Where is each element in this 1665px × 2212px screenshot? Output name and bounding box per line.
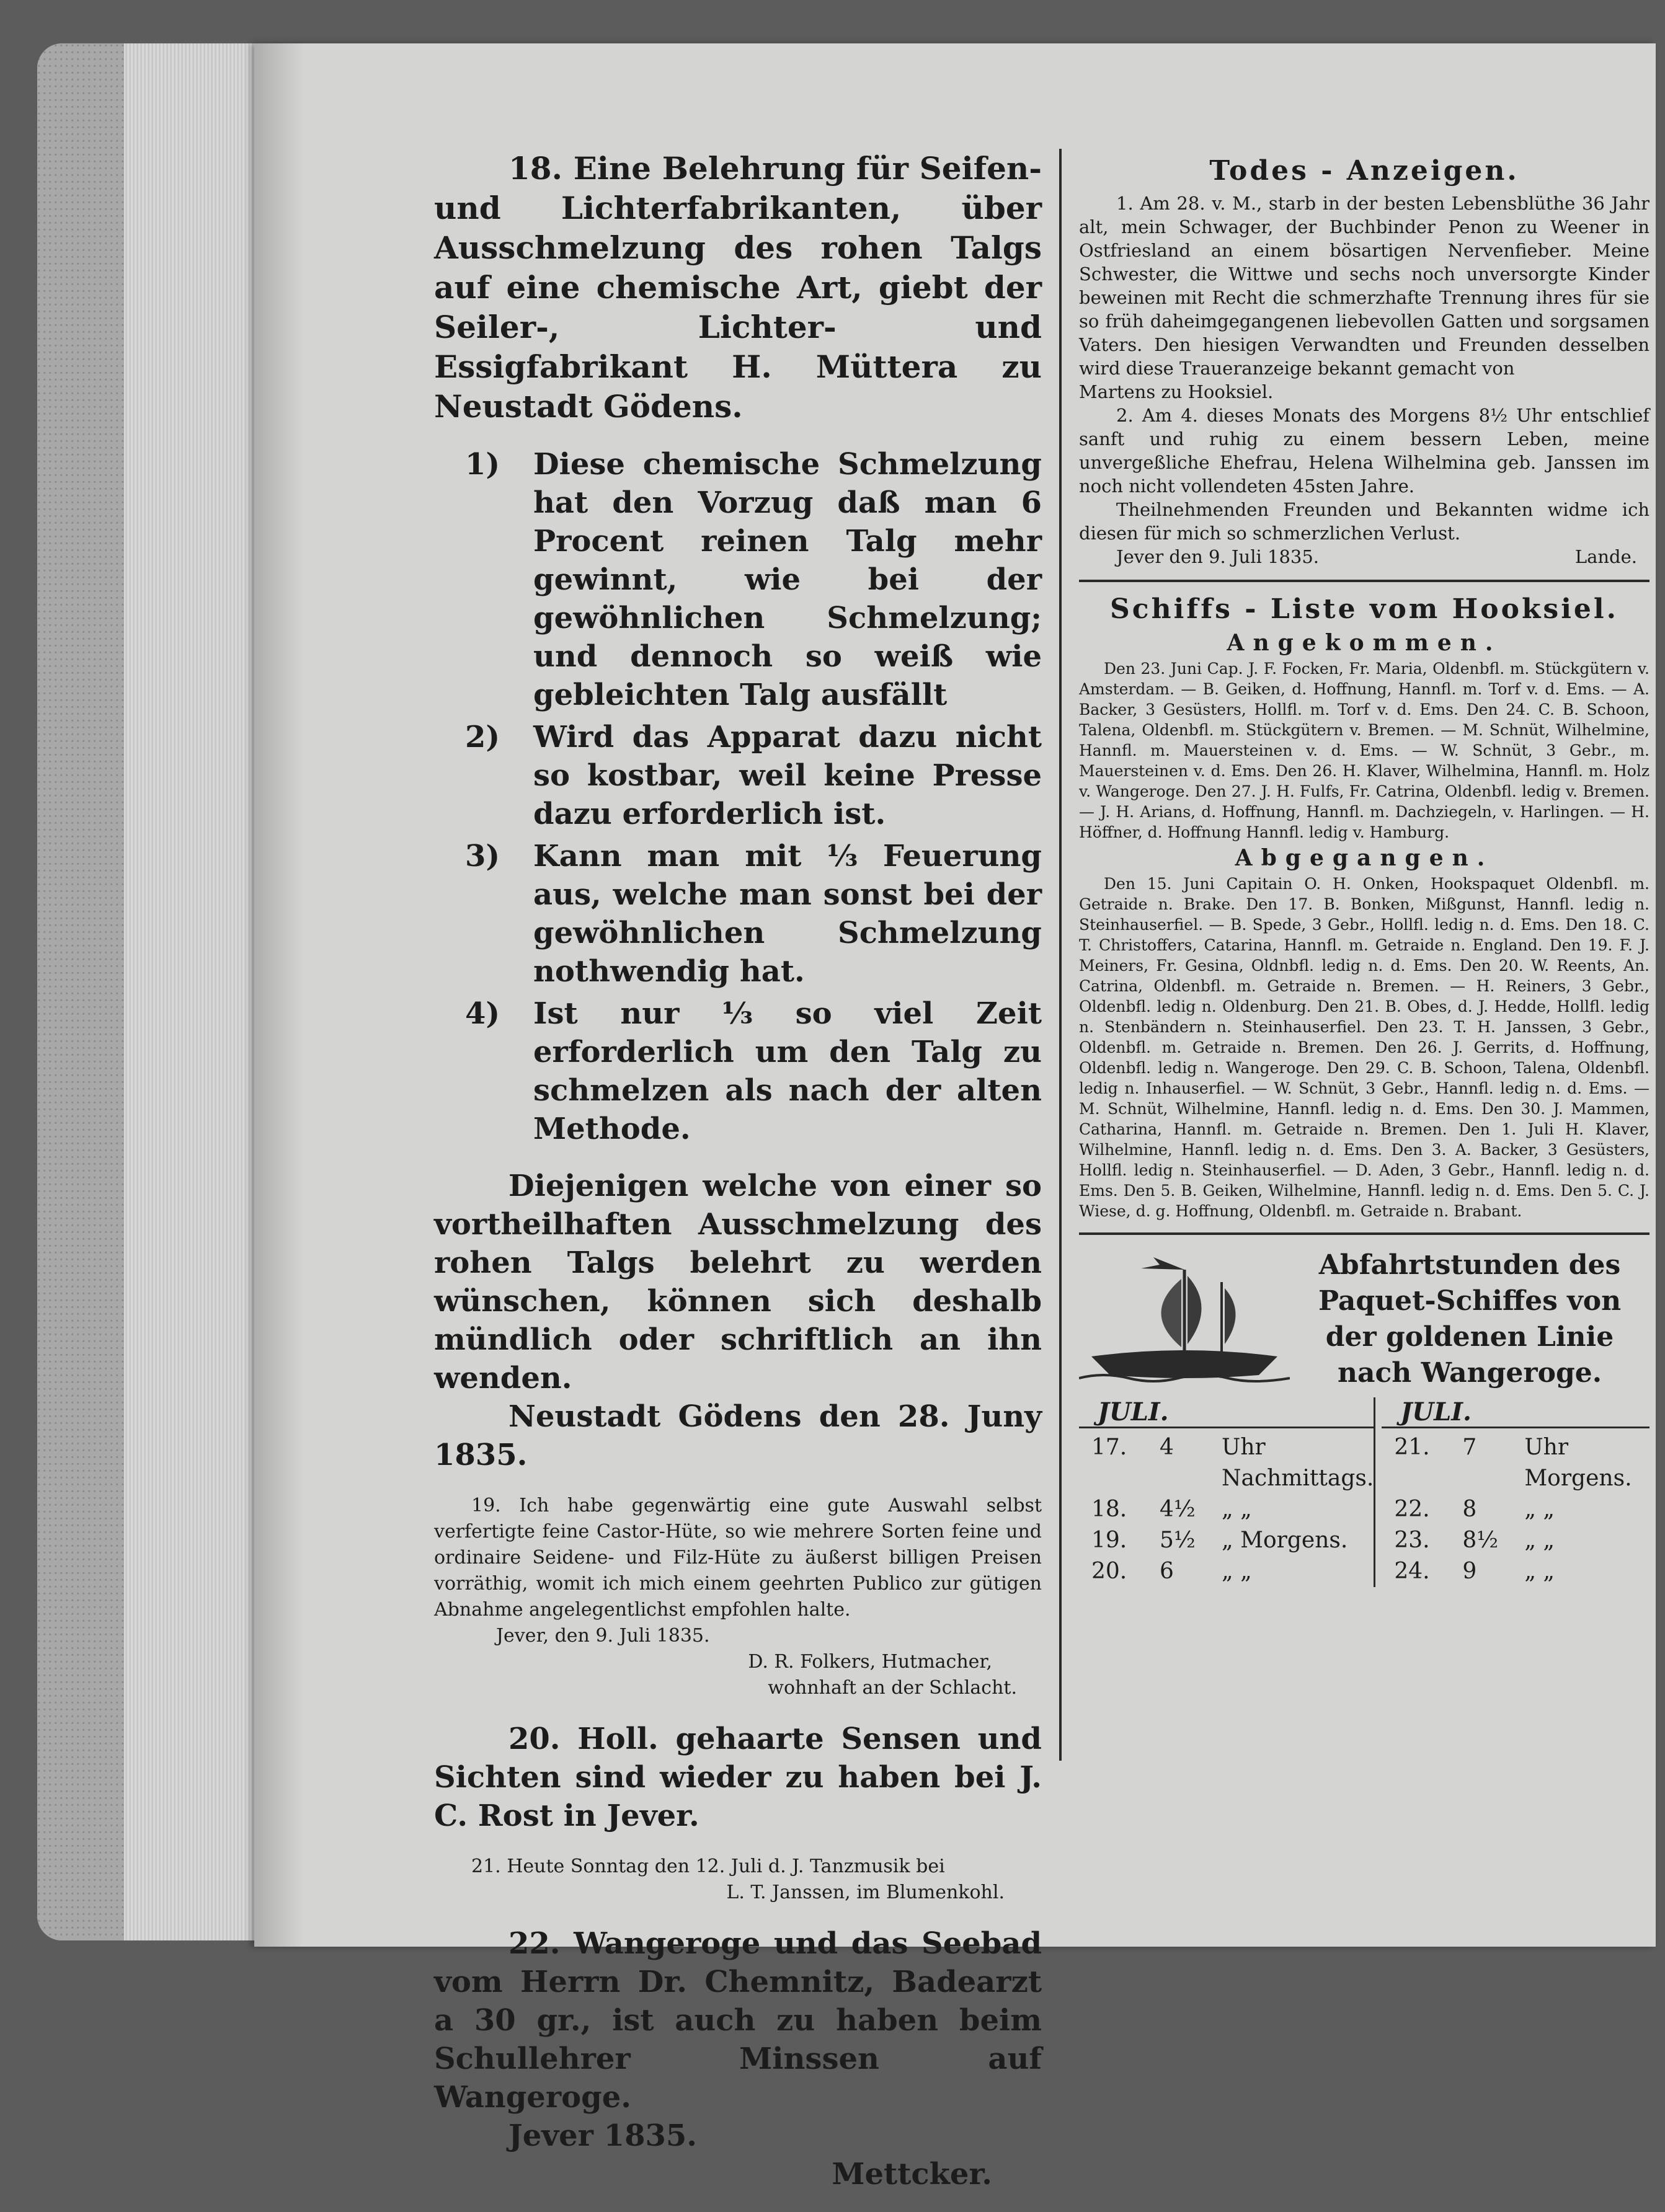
section-rule [1079,580,1649,582]
dateline: Neustadt Gödens den 28. Juny 1835. [434,1399,1042,1472]
death-notice-2: 2. Am 4. dieses Monats des Morgens 8½ Uhr entschlief sanft und ruhig zu einem bessern Leben, meine unvergeßliche Ehefrau, Helena Wilhelmina geb. Janssen im noch nicht vollendeten 45sten Jahre. [1079,405,1649,497]
hour-cell: 4 [1160,1435,1174,1460]
departed-list: Den 15. Juni Capitain O. H. Onken, Hookspaquet Oldenbfl. m. Getraide n. Brake. Den 17. B. Bonken, Mißgunst, Hannfl. ledig n. Steinhauserfiel. — B. Spede, 3 Gebr., Hollfl. ledig n. d. Ems. Den 18. C. T. Christoffers, Catarina, Hannfl. m. Getraide n. England. Den 19. F. J. Meiners, Fr. Gesina, Oldnbfl. ledig n. d. Ems. Den 20. W. Reents, An. Catrina, Oldenbfl. m. Getraide n. Bremen. — H. Reiners, 3 Gebr., Oldenbfl. ledig n. Oldenburg. Den 21. B. Obes, d. J. Hedde, Hollfl. ledig n. Stenbändern n. Steinhauserfiel. Den 23. T. H. Janssen, 3 Gebr., Oldenbfl. m. Getraide n. Bremen. Den 26. J. Gerrits, d. Hoffnung, Oldenbfl. ledig n. Wangeroge. Den 29. C. B. Schoon, Talena, Oldenbfl. ledig n. Inhauserfiel. — W. Schnüt, 3 Gebr., Hannfl. ledig n. d. Ems. — M. Schnüt, Wilhelmine, Hannfl. ledig n. d. Ems. Den 30. J. Mammen, Catharina, Hannfl. m. Getraide n. Bremen. Den 1. Juli H. Klaver, Wilhelmine, Hannfl. ledig n. d. Ems. Den 3. A. Backer, 3 Gesüsters, Hollfl. ledig n. Steinhauserfiel. — D. Aden, 3 Gebr., Hannfl. ledig n. d. Ems. Den 5. B. Geiken, Wilhelmine, Hannfl. ledig n. d. Ems. Den 5. C. J. Wiese, d. g. Hoffnung, Oldenbfl. m. Getraide n. Brabant. [1079,875,1649,1220]
dateline: Jever den 9. Juli 1835. [1116,546,1320,567]
book-cover-edge [37,43,124,1940]
deaths-heading: Todes - Anzeigen. [1209,155,1519,187]
date-cell: 19. [1091,1528,1127,1553]
ad-22 [434,1924,1042,2193]
signature: Mettcker. [832,2157,992,2192]
date-cell: 21. [1394,1435,1430,1460]
time-of-day-cell: Uhr Morgens. [1524,1435,1632,1491]
item-number: 3) [465,839,500,874]
table-row [1382,1525,1649,1556]
arrived-heading: Angekommen. [1227,630,1502,656]
table-row [1382,1556,1649,1587]
schedule-table [1079,1397,1649,1587]
hour-cell: 4½ [1160,1497,1196,1522]
month-header: JULI. [1079,1397,1374,1428]
packet-schedule [1079,1247,1649,1587]
packet-title: Abfahrtstunden des Paquet-Schiffes von der goldenen Linie nach Wangeroge. [1318,1249,1622,1389]
item-text: Diese chemische Schmelzung hat den Vorzug daß man 6 Procent reinen Talg mehr gewinnt, wie bei der gewöhnlichen Schmelzung; und dennoch so weiß wie gebleichten Talg ausfällt [533,447,1042,712]
ad-18-items [434,445,1042,1148]
ad-19 [434,1493,1042,1701]
ad-21 [434,1854,1042,1906]
ad-19-text: 19. Ich habe gegenwärtig eine gute Auswahl selbst verfertigte feine Castor-Hüte, so wie mehrere Sorten feine und ordinaire Seidene- und Filz-Hüte zu äußerst billigen Preisen vorräthig, womit ich mich einem geehrten Publico zur gütigen Abnahme angelegentlichst empfohlen halte. [434,1495,1042,1621]
time-of-day-cell: „ „ [1524,1497,1555,1522]
list-item [434,445,1042,714]
month-header: JULI. [1382,1397,1649,1428]
arrived-list: Den 23. Juni Cap. J. F. Focken, Fr. Maria, Oldenbfl. m. Stückgütern v. Amsterdam. — B. Geiken, d. Hoffnung, Hannfl. m. Torf v. d. Ems. — A. Backer, 3 Gesüsters, Hollfl. m. Torf v. d. Ems. Den 24. C. B. Schoon, Talena, Oldenbfl. m. Stückgütern v. Bremen. — M. Schnüt, Wilhelmine, Hannfl. m. Mauersteinen v. d. Ems. — W. Schnüt, 3 Gebr., m. Mauersteinen v. d. Ems. Den 26. H. Klaver, Wilhelmina, Hannfl. m. Holz v. Wangeroge. Den 27. J. H. Fulfs, Fr. Catrina, Oldenbfl. ledig v. Bremen. — J. H. Arians, d. Hoffnung, Hannfl. m. Dachziegeln, v. Harlingen. — H. Höffner, d. Hoffnung Hannfl. ledig v. Hamburg. [1079,660,1649,841]
signature: D. R. Folkers, Hutmacher, [748,1651,992,1673]
ship-icon [1079,1251,1290,1387]
item-number: 1) [465,447,500,482]
item-text: Wird das Apparat dazu nicht so kostbar, weil keine Presse dazu erforderlich ist. [533,720,1042,831]
time-of-day-cell: „ „ [1222,1559,1252,1584]
table-row [1382,1432,1649,1494]
date-cell: 22. [1394,1497,1430,1522]
column-divider [1059,149,1062,1761]
item-text: Kann man mit ⅓ Feuerung aus, welche man sonst bei der gewöhnlichen Schmelzung nothwendig hat. [533,839,1042,989]
signature: L. T. Janssen, im Blumenkohl. [726,1882,1005,1903]
ad-21-text: 21. Heute Sonntag den 12. Juli d. J. Tanzmusik bei [471,1856,945,1877]
ad-20 [434,1720,1042,1835]
time-of-day-cell: „ Morgens. [1222,1528,1348,1553]
list-item [434,994,1042,1148]
hour-cell: 8 [1462,1497,1477,1522]
date-cell: 20. [1091,1559,1127,1584]
date-cell: 18. [1091,1497,1127,1522]
table-row [1079,1525,1374,1556]
date-cell: 24. [1394,1559,1430,1584]
time-of-day-cell: „ „ [1524,1528,1555,1553]
table-row [1079,1556,1374,1587]
hour-cell: 6 [1160,1559,1174,1584]
ad-18 [434,149,1042,427]
right-column [1079,155,1649,1587]
time-of-day-cell: „ „ [1524,1559,1555,1584]
death-notice-2-thanks: Theilnehmenden Freunden und Bekannten widme ich diesen für mich so schmerzlichen Verlust. [1079,499,1649,544]
signature: Martens zu Hooksiel. [1079,381,1274,402]
date-cell: 23. [1394,1528,1430,1553]
list-item [434,718,1042,833]
signature-address: wohnhaft an der Schlacht. [768,1677,1017,1699]
date-cell: 17. [1091,1435,1127,1460]
ad-22-text: 22. Wangeroge und das Seebad vom Herrn Dr. Chemnitz, Badearzt a 30 gr., ist auch zu haben beim Schullehrer Minssen auf Wangeroge. [434,1926,1042,2115]
list-item [434,837,1042,991]
departed-heading: Abgegangen. [1235,845,1494,871]
ad-20-text: 20. Holl. gehaarte Sensen und Sichten sind wieder zu haben bei J. C. Rost in Jever. [434,1722,1042,1833]
ad-18-title: 18. Eine Belehrung für Seifen- und Lichterfabrikanten, über Ausschmelzung des rohen Talgs auf eine chemische Art, giebt der Seiler-, Lichter- und Essigfabrikant H. Müttera zu Neustadt Gödens. [434,150,1042,425]
dateline: Jever 1835. [508,2118,697,2153]
death-notice-1: 1. Am 28. v. M., starb in der besten Lebensblüthe 36 Jahr alt, mein Schwager, der Buchbinder Penon zu Weener in Ostfriesland an einem bösartigen Nervenfieber. Meine Schwester, die Wittwe und sechs noch unversorgte Kinder beweinen mit Recht die schmerzhafte Trennung ihres für sie so früh daheimgegangenen liebevollen Gatten und sorgsamen Vaters. Den hiesigen Verwandten und Freunden desselben wird diese Traueranzeige bekannt gemacht von [1079,193,1649,379]
time-of-day-cell: Uhr Nachmittags. [1222,1435,1374,1491]
table-row [1382,1494,1649,1525]
schedule-right [1374,1397,1649,1587]
hour-cell: 7 [1462,1435,1477,1460]
table-row [1079,1432,1374,1494]
signature: Lande. [1574,546,1637,567]
item-number: 2) [465,720,500,754]
dateline: Jever, den 9. Juli 1835. [496,1625,710,1647]
item-number: 4) [465,996,500,1031]
time-of-day-cell: „ „ [1222,1497,1252,1522]
table-row [1079,1494,1374,1525]
item-text: Ist nur ⅓ so viel Zeit erforderlich um den Talg zu schmelzen als nach der alten Methode. [533,996,1042,1146]
left-column [434,149,1042,2212]
ships-heading: Schiffs - Liste vom Hooksiel. [1110,593,1618,625]
ad-18-closing [434,1167,1042,1474]
spine-shadow [254,43,304,1947]
section-rule [1079,1232,1649,1235]
schedule-left [1079,1397,1374,1587]
hour-cell: 5½ [1160,1528,1196,1553]
ship-header [1079,1247,1649,1391]
hour-cell: 9 [1462,1559,1477,1584]
hour-cell: 8½ [1462,1528,1499,1553]
closing-text: Diejenigen welche von einer so vortheilhaften Ausschmelzung des rohen Talgs belehrt zu werden wünschen, können sich deshalb mündlich oder schriftlich an ihn wenden. [434,1169,1042,1396]
